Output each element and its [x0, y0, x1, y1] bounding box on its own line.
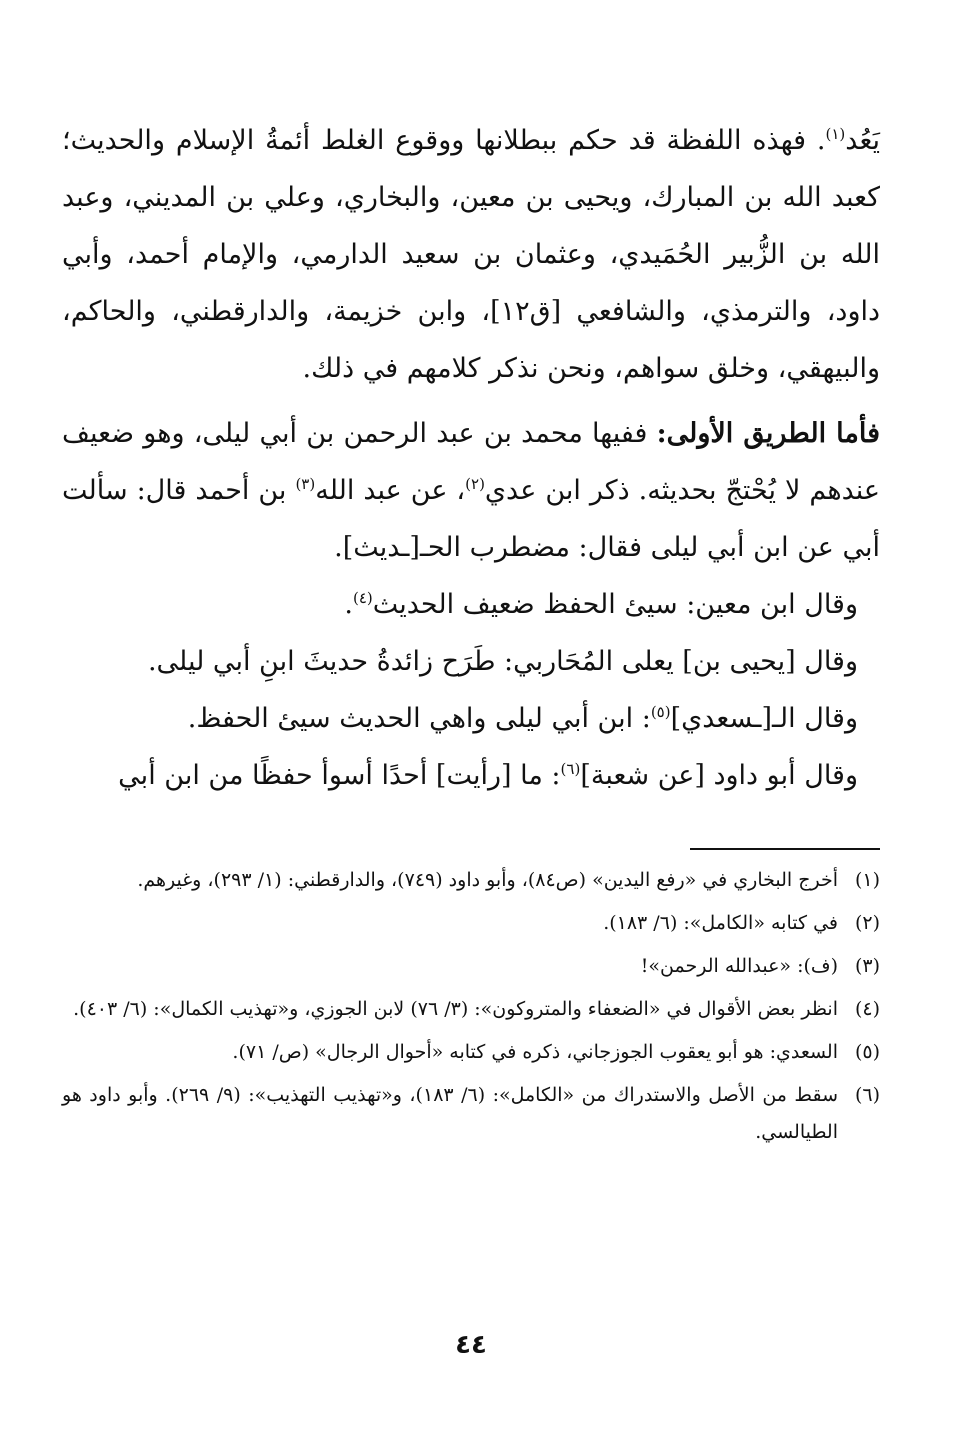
footnote-1 [62, 862, 880, 899]
paragraph-1-lead: يَعُد [845, 125, 880, 156]
footnote-number: (٢) [854, 912, 880, 934]
quote-line-7-text: وقال أبو داود [عن شعبة] [580, 760, 858, 791]
footnote-4 [62, 991, 880, 1028]
quote-line-7-end: : ما [رأيت] أحدًا أسوأ حفظًا من ابن أبي [118, 760, 561, 791]
paragraph-1 [62, 112, 880, 397]
footnote-text: سقط من الأصل والاستدراك من «الكامل»: (٦/ ١٨٣)، و«تهذيب التهذيب»: (٩/ ٢٦٩). وأبو داود هو الطيالسي. [62, 1084, 838, 1143]
paragraph-2 [62, 405, 880, 576]
footnote-text: في كتابه «الكامل»: (٦/ ١٨٣). [603, 912, 838, 934]
footnote-2 [62, 905, 880, 942]
paragraph-2-text-1: ففيها محمد بن عبد الرحمن بن أبي ليلى، وهو ضعيف عندهم لا يُحْتجّ بحديثه. ذكر ابن عدي [62, 418, 880, 506]
footnote-ref-6: (٦) [560, 760, 581, 778]
footnote-text: انظر بعض الأقوال في «الضعفاء والمتروكون»: (٣/ ٧٦) لابن الجوزي، و«تهذيب الكمال»: (٦/ ٤٠٣). [73, 998, 838, 1020]
paragraph-2-text-3: بن أحمد قال: سألت أبي عن ابن أبي ليلى فقال: مضطرب الحـ[ـديث]. [62, 475, 880, 563]
footnote-ref-5: (٥) [650, 703, 671, 721]
footnote-number: (٤) [854, 998, 880, 1020]
footnote-number: (٦) [854, 1084, 880, 1106]
footnote-ref-3: (٣) [295, 475, 316, 493]
footnote-text: السعدي: هو أبو يعقوب الجوزجاني، ذكره في كتابه «أحوال الرجال» (ص/ ٧١). [232, 1041, 838, 1063]
footnote-separator [690, 848, 880, 850]
footnote-text: (ف): «عبدالله الرحمن»! [640, 955, 838, 977]
quote-line-muharibi [62, 633, 880, 690]
paragraph-1-text: . فهذه اللفظة قد حكم ببطلانها ووقوع الغلط أئمةُ الإسلام والحديث؛ كعبد الله بن المبارك، ويحيى بن معين، والبخاري، وعلي بن المديني، وعبد الله بن الزُّبير الحُمَيدي، وعثمان بن سعيد الدارمي، والإمام أحمد، وأبي داود، والترمذي، والشافعي [ق١٢]، وابن خزيمة، والدارقطني، والحاكم، والبيهقي، وخلق سواهم، ونحن نذكر كلامهم في ذلك. [62, 125, 881, 384]
quote-line-abu-dawud [62, 747, 880, 804]
main-text [62, 112, 880, 804]
footnote-number: (٣) [854, 955, 880, 977]
quote-line-saadi [62, 690, 880, 747]
paragraph-2-heading: فأما الطريق الأولى: [656, 418, 880, 449]
footnote-ref-4: (٤) [352, 589, 373, 607]
quote-line-ibn-maeen [62, 576, 880, 633]
footnote-3 [62, 948, 880, 985]
quote-line-5-text: وقال [يحيى بن] يعلى المُحَاربي: طَرَح زائدةُ حديثَ ابنِ أبي ليلى. [147, 646, 858, 677]
footnote-ref-1: (١) [825, 125, 846, 143]
footnote-5 [62, 1034, 880, 1071]
quote-line-4-text: وقال ابن معين: سيئ الحفظ ضعيف الحديث [372, 589, 858, 620]
quote-line-6-text: وقال الـ[ـسعدي] [670, 703, 858, 734]
page-number: ٤٤ [455, 1330, 487, 1360]
book-page [62, 112, 880, 1382]
footnote-number: (٥) [854, 1041, 880, 1063]
footnotes [62, 862, 880, 1157]
footnote-6 [62, 1077, 880, 1151]
footnote-ref-2: (٢) [465, 475, 485, 493]
footnote-text: أخرج البخاري في «رفع اليدين» (ص٨٤)، وأبو داود (٧٤٩)، والدارقطني: (١/ ٢٩٣)، وغيرهم. [137, 869, 838, 891]
footnote-number: (١) [854, 869, 880, 891]
quote-line-6-end: : ابن أبي ليلى واهي الحديث سيئ الحفظ. [187, 703, 651, 734]
quote-line-4-end: . [344, 589, 353, 620]
paragraph-2-text-2: ، عن عبد الله [315, 475, 466, 506]
